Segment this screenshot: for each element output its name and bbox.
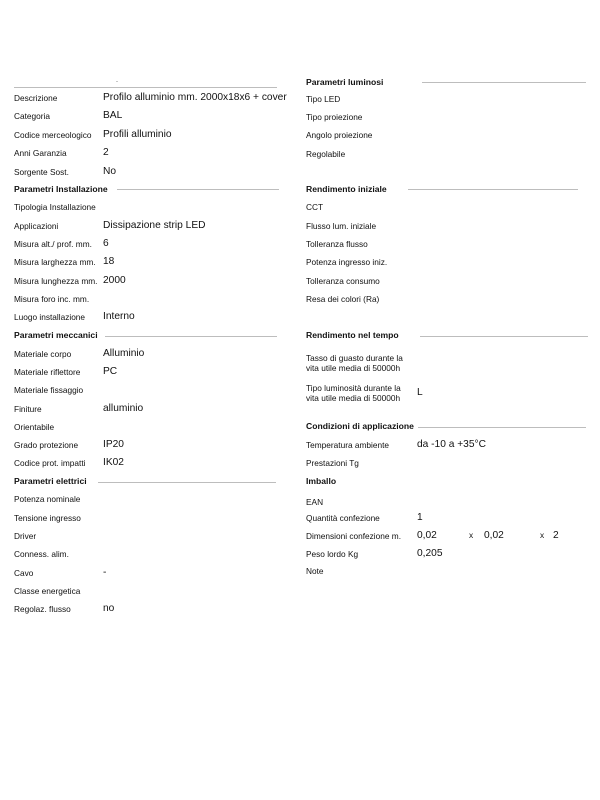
value-misura-alt: 6: [103, 238, 109, 249]
section-title-rendimento-iniziale: Rendimento iniziale: [306, 184, 387, 194]
value-cavo: -: [103, 567, 107, 578]
label-dimensioni-confezione: Dimensioni confezione m.: [306, 531, 401, 541]
label-tolleranza-flusso: Tolleranza flusso: [306, 239, 368, 249]
section-rule-rendimento-tempo: [420, 336, 588, 337]
label-angolo-proiezione: Angolo proiezione: [306, 130, 373, 140]
label-cct: CCT: [306, 202, 324, 212]
label-applicazioni: Applicazioni: [14, 221, 59, 231]
divider-mark: [116, 81, 118, 82]
value-categoria: BAL: [103, 110, 123, 121]
label-driver: Driver: [14, 531, 37, 541]
label-potenza-nominale: Potenza nominale: [14, 494, 81, 504]
label-regolaz-flusso: Regolaz. flusso: [14, 604, 71, 614]
value-codice-prot-impatti: IK02: [103, 457, 124, 468]
section-rule-meccanici: [105, 336, 277, 337]
label-ean: EAN: [306, 497, 324, 507]
label-prestazioni-tg: Prestazioni Tg: [306, 458, 359, 468]
label-flusso-lum-iniziale: Flusso lum. iniziale: [306, 221, 377, 231]
value-applicazioni: Dissipazione strip LED: [103, 220, 206, 231]
value-dim-3: 2: [553, 530, 559, 541]
section-title-luminosi: Parametri luminosi: [306, 77, 384, 87]
value-codice-merceologico: Profili alluminio: [103, 129, 172, 140]
value-misura-larghezza: 18: [103, 256, 115, 267]
section-title-installazione: Parametri Installazione: [14, 184, 108, 194]
value-dim-2: 0,02: [484, 530, 504, 541]
label-materiale-corpo: Materiale corpo: [14, 349, 72, 359]
label-orientabile: Orientabile: [14, 422, 55, 432]
label-categoria: Categoria: [14, 111, 50, 121]
label-cavo: Cavo: [14, 568, 34, 578]
section-title-elettrici: Parametri elettrici: [14, 476, 87, 486]
label-luogo-installazione: Luogo installazione: [14, 312, 86, 322]
label-peso-lordo: Peso lordo Kg: [306, 549, 359, 559]
top-divider: [14, 87, 277, 88]
label-misura-alt: Misura alt./ prof. mm.: [14, 239, 92, 249]
value-finiture: alluminio: [103, 403, 144, 414]
label-misura-lunghezza: Misura lunghezza mm.: [14, 276, 98, 286]
label-temperatura-ambiente: Temperatura ambiente: [306, 440, 390, 450]
label-descrizione: Descrizione: [14, 93, 58, 103]
value-materiale-corpo: Alluminio: [103, 348, 145, 359]
label-note: Note: [306, 566, 324, 576]
value-descrizione: Profilo alluminio mm. 2000x18x6 + cover: [103, 92, 287, 103]
label-quantita-confezione: Quantità confezione: [306, 513, 380, 523]
value-quantita-confezione: 1: [417, 512, 423, 523]
label-materiale-fissaggio: Materiale fissaggio: [14, 385, 84, 395]
value-grado-protezione: IP20: [103, 439, 124, 450]
section-rule-luminosi: [422, 82, 586, 83]
section-title-applicazione: Condizioni di applicazione: [306, 421, 414, 431]
value-regolaz-flusso: no: [103, 603, 115, 614]
label-codice-prot-impatti: Codice prot. impatti: [14, 458, 86, 468]
label-anni-garanzia: Anni Garanzia: [14, 148, 67, 158]
label-tolleranza-consumo: Tolleranza consumo: [306, 276, 380, 286]
value-anni-garanzia: 2: [103, 147, 109, 158]
value-sorgente-sost: No: [103, 166, 117, 177]
value-materiale-riflettore: PC: [103, 366, 118, 377]
label-tensione-ingresso: Tensione ingresso: [14, 513, 81, 523]
label-tasso-guasto-line1: Tasso di guasto durante la: [306, 353, 403, 363]
dims-separator-2: x: [540, 530, 545, 540]
label-sorgente-sost: Sorgente Sost.: [14, 167, 69, 177]
value-luogo-installazione: Interno: [103, 311, 135, 322]
label-tipo-proiezione: Tipo proiezione: [306, 112, 363, 122]
label-regolabile: Regolabile: [306, 149, 346, 159]
label-codice-merceologico: Codice merceologico: [14, 130, 92, 140]
section-rule-installazione: [117, 189, 279, 190]
value-tipo-luminosita: L: [417, 387, 423, 398]
section-title-meccanici: Parametri meccanici: [14, 330, 98, 340]
label-classe-energetica: Classe energetica: [14, 586, 81, 596]
value-peso-lordo: 0,205: [417, 548, 443, 559]
label-tipo-luminosita-line1: Tipo luminosità durante la: [306, 383, 401, 393]
section-title-rendimento-tempo: Rendimento nel tempo: [306, 330, 399, 340]
label-tipo-led: Tipo LED: [306, 94, 341, 104]
label-finiture: Finiture: [14, 404, 42, 414]
label-misura-foro: Misura foro inc. mm.: [14, 294, 90, 304]
label-materiale-riflettore: Materiale riflettore: [14, 367, 81, 377]
label-tipo-luminosita-line2: vita utile media di 50000h: [306, 393, 401, 403]
section-rule-elettrici: [98, 482, 276, 483]
label-misura-larghezza: Misura larghezza mm.: [14, 257, 96, 267]
label-conness-alim: Conness. alim.: [14, 549, 69, 559]
dims-separator-1: x: [469, 530, 474, 540]
label-potenza-ingresso-iniz: Potenza ingresso iniz.: [306, 257, 388, 267]
value-misura-lunghezza: 2000: [103, 275, 126, 286]
section-title-imballo: Imballo: [306, 476, 337, 486]
section-rule-rendimento-iniziale: [408, 189, 578, 190]
section-rule-applicazione: [418, 427, 586, 428]
value-temperatura-ambiente: da -10 a +35°C: [417, 439, 486, 450]
value-dim-1: 0,02: [417, 530, 437, 541]
label-tasso-guasto-line2: vita utile media di 50000h: [306, 363, 401, 373]
label-tipologia-installazione: Tipologia Installazione: [14, 202, 96, 212]
label-resa-colori: Resa dei colori (Ra): [306, 294, 380, 304]
label-grado-protezione: Grado protezione: [14, 440, 79, 450]
